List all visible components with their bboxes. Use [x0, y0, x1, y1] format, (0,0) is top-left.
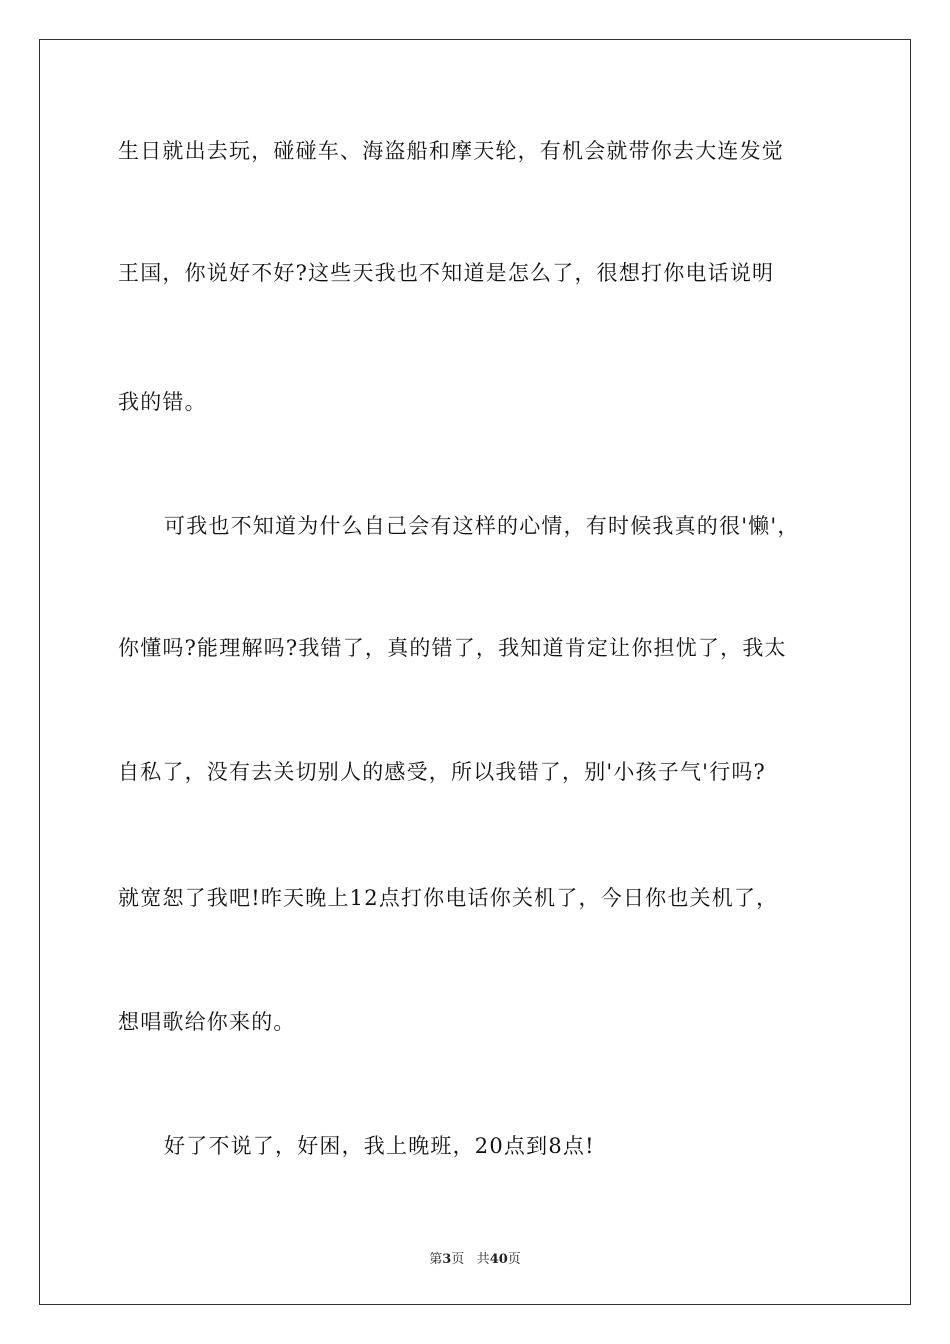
- text-line-4: 可我也不知道为什么自己会有这样的心情，有时候我真的很'懒'，: [164, 514, 800, 538]
- total-pages: 40: [489, 1252, 508, 1267]
- text-line-7: 就宽恕了我吧!昨天晚上12点打你电话你关机了，今日你也关机了，: [118, 886, 779, 910]
- text-line-5: 你懂吗?能理解吗?我错了，真的错了，我知道肯定让你担忧了，我太: [118, 636, 787, 660]
- page-border: [39, 39, 911, 1305]
- page-suffix: 页: [451, 1252, 465, 1267]
- text-line-1: 生日就出去玩，碰碰车、海盗船和摩天轮，有机会就带你去大连发觉: [118, 139, 784, 163]
- total-suffix: 页: [507, 1252, 521, 1267]
- text-line-6: 自私了，没有去关切别人的感受，所以我错了，别'小孩子气'行吗?: [118, 760, 767, 784]
- page-prefix: 第: [429, 1252, 443, 1267]
- text-line-3: 我的错。: [118, 390, 207, 414]
- text-line-2: 王国，你说好不好?这些天我也不知道是怎么了，很想打你电话说明: [118, 261, 775, 285]
- page-footer: [0, 1248, 950, 1267]
- page-number: 3: [442, 1252, 452, 1267]
- text-line-9: 好了不说了，好困，我上晚班，20点到8点!: [164, 1134, 595, 1158]
- text-line-8: 想唱歌给你来的。: [118, 1010, 296, 1034]
- total-prefix: 共: [476, 1252, 490, 1267]
